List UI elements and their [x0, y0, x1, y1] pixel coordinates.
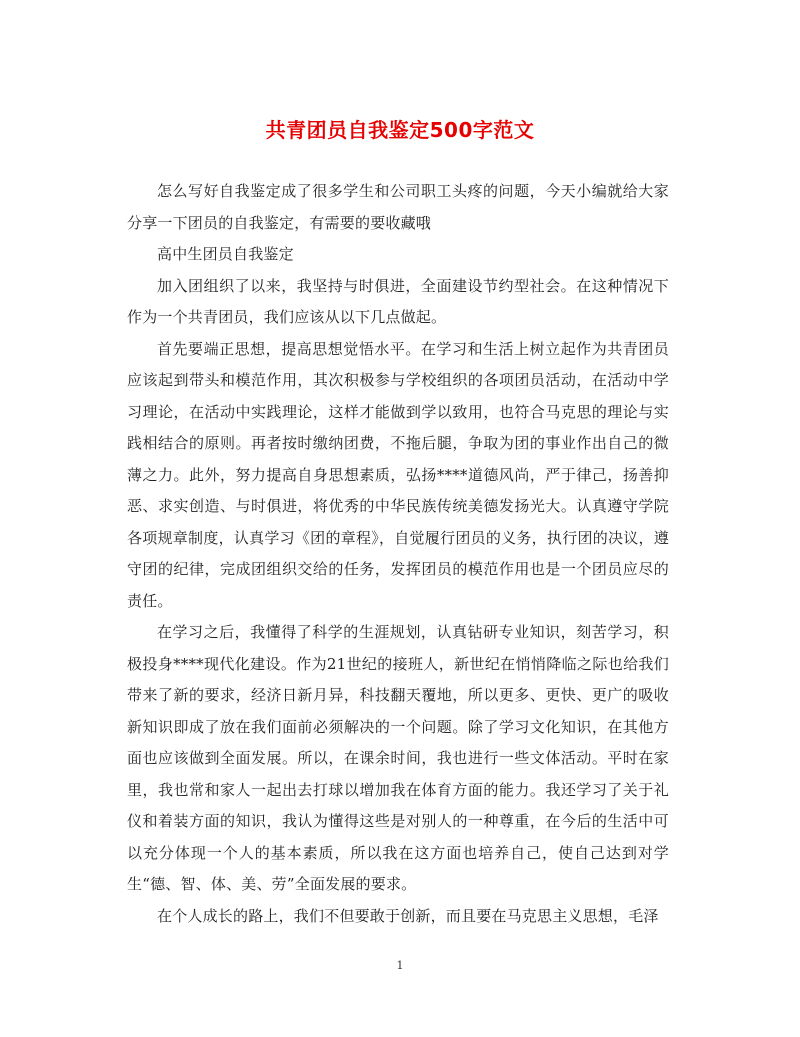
paragraph-growth: 在个人成长的路上，我们不但要敢于创新，而且要在马克思主义思想，毛泽	[157, 906, 659, 925]
section-heading: 高中生团员自我鉴定	[157, 245, 294, 263]
document-title: 共青团员自我鉴定500字范文	[265, 118, 535, 142]
document-body	[127, 176, 669, 932]
paragraph-ideology: 首先要端正思想，提高思想觉悟水平。在学习和生活上树立起作为共青团员应该起到带头和模范作用，其次积极参与学校组织的各项团员活动，在活动中学习理论，在活动中实践理论，这样才能做到学以致用，也符合马克思的理论与实践相结合的原则。再者按时缴纳团费，不拖后腿，争取为团的事业作出自己的微薄之力。此外，努力提高自身思想素质，弘扬****道德风尚，严于律己，扬善抑恶、求实创造、与时俱进，将优秀的中华民族传统美德发扬光大。认真遵守学院各项规章制度，认真学习《团的章程》，自觉履行团员的义务，执行团的决议，遵守团的纪律，完成团组织交给的任务，发挥团员的模范作用也是一个团员应尽的责任。	[127, 339, 669, 610]
paragraph-joining: 加入团组织了以来，我坚持与时俱进，全面建设节约型社会。在这种情况下作为一个共青团员，我们应该从以下几点做起。	[127, 276, 669, 326]
page-number: 1	[396, 959, 404, 972]
paragraph-study: 在学习之后，我懂得了科学的生涯规划，认真钻研专业知识，刻苦学习，积极投身****现代化建设。作为21世纪的接班人，新世纪在悄悄降临之际也给我们带来了新的要求，经济日新月异，科技翻天覆地，所以更多、更快、更广的吸收新知识即成了放在我们面前必须解决的一个问题。除了学习文化知识，在其他方面也应该做到全面发展。所以，在课余时间，我也进行一些文体活动。平时在家里，我也常和家人一起出去打球以增加我在体育方面的能力。我还学习了关于礼仪和着装方面的知识，我认为懂得这些是对别人的一种尊重，在今后的生活中可以充分体现一个人的基本素质，所以我在这方面也培养自己，使自己达到对学生“德、智、体、美、劳”全面发展的要求。	[127, 623, 669, 893]
paragraph-intro: 怎么写好自我鉴定成了很多学生和公司职工头疼的问题，今天小编就给大家分享一下团员的自我鉴定，有需要的要收藏哦	[127, 182, 669, 232]
